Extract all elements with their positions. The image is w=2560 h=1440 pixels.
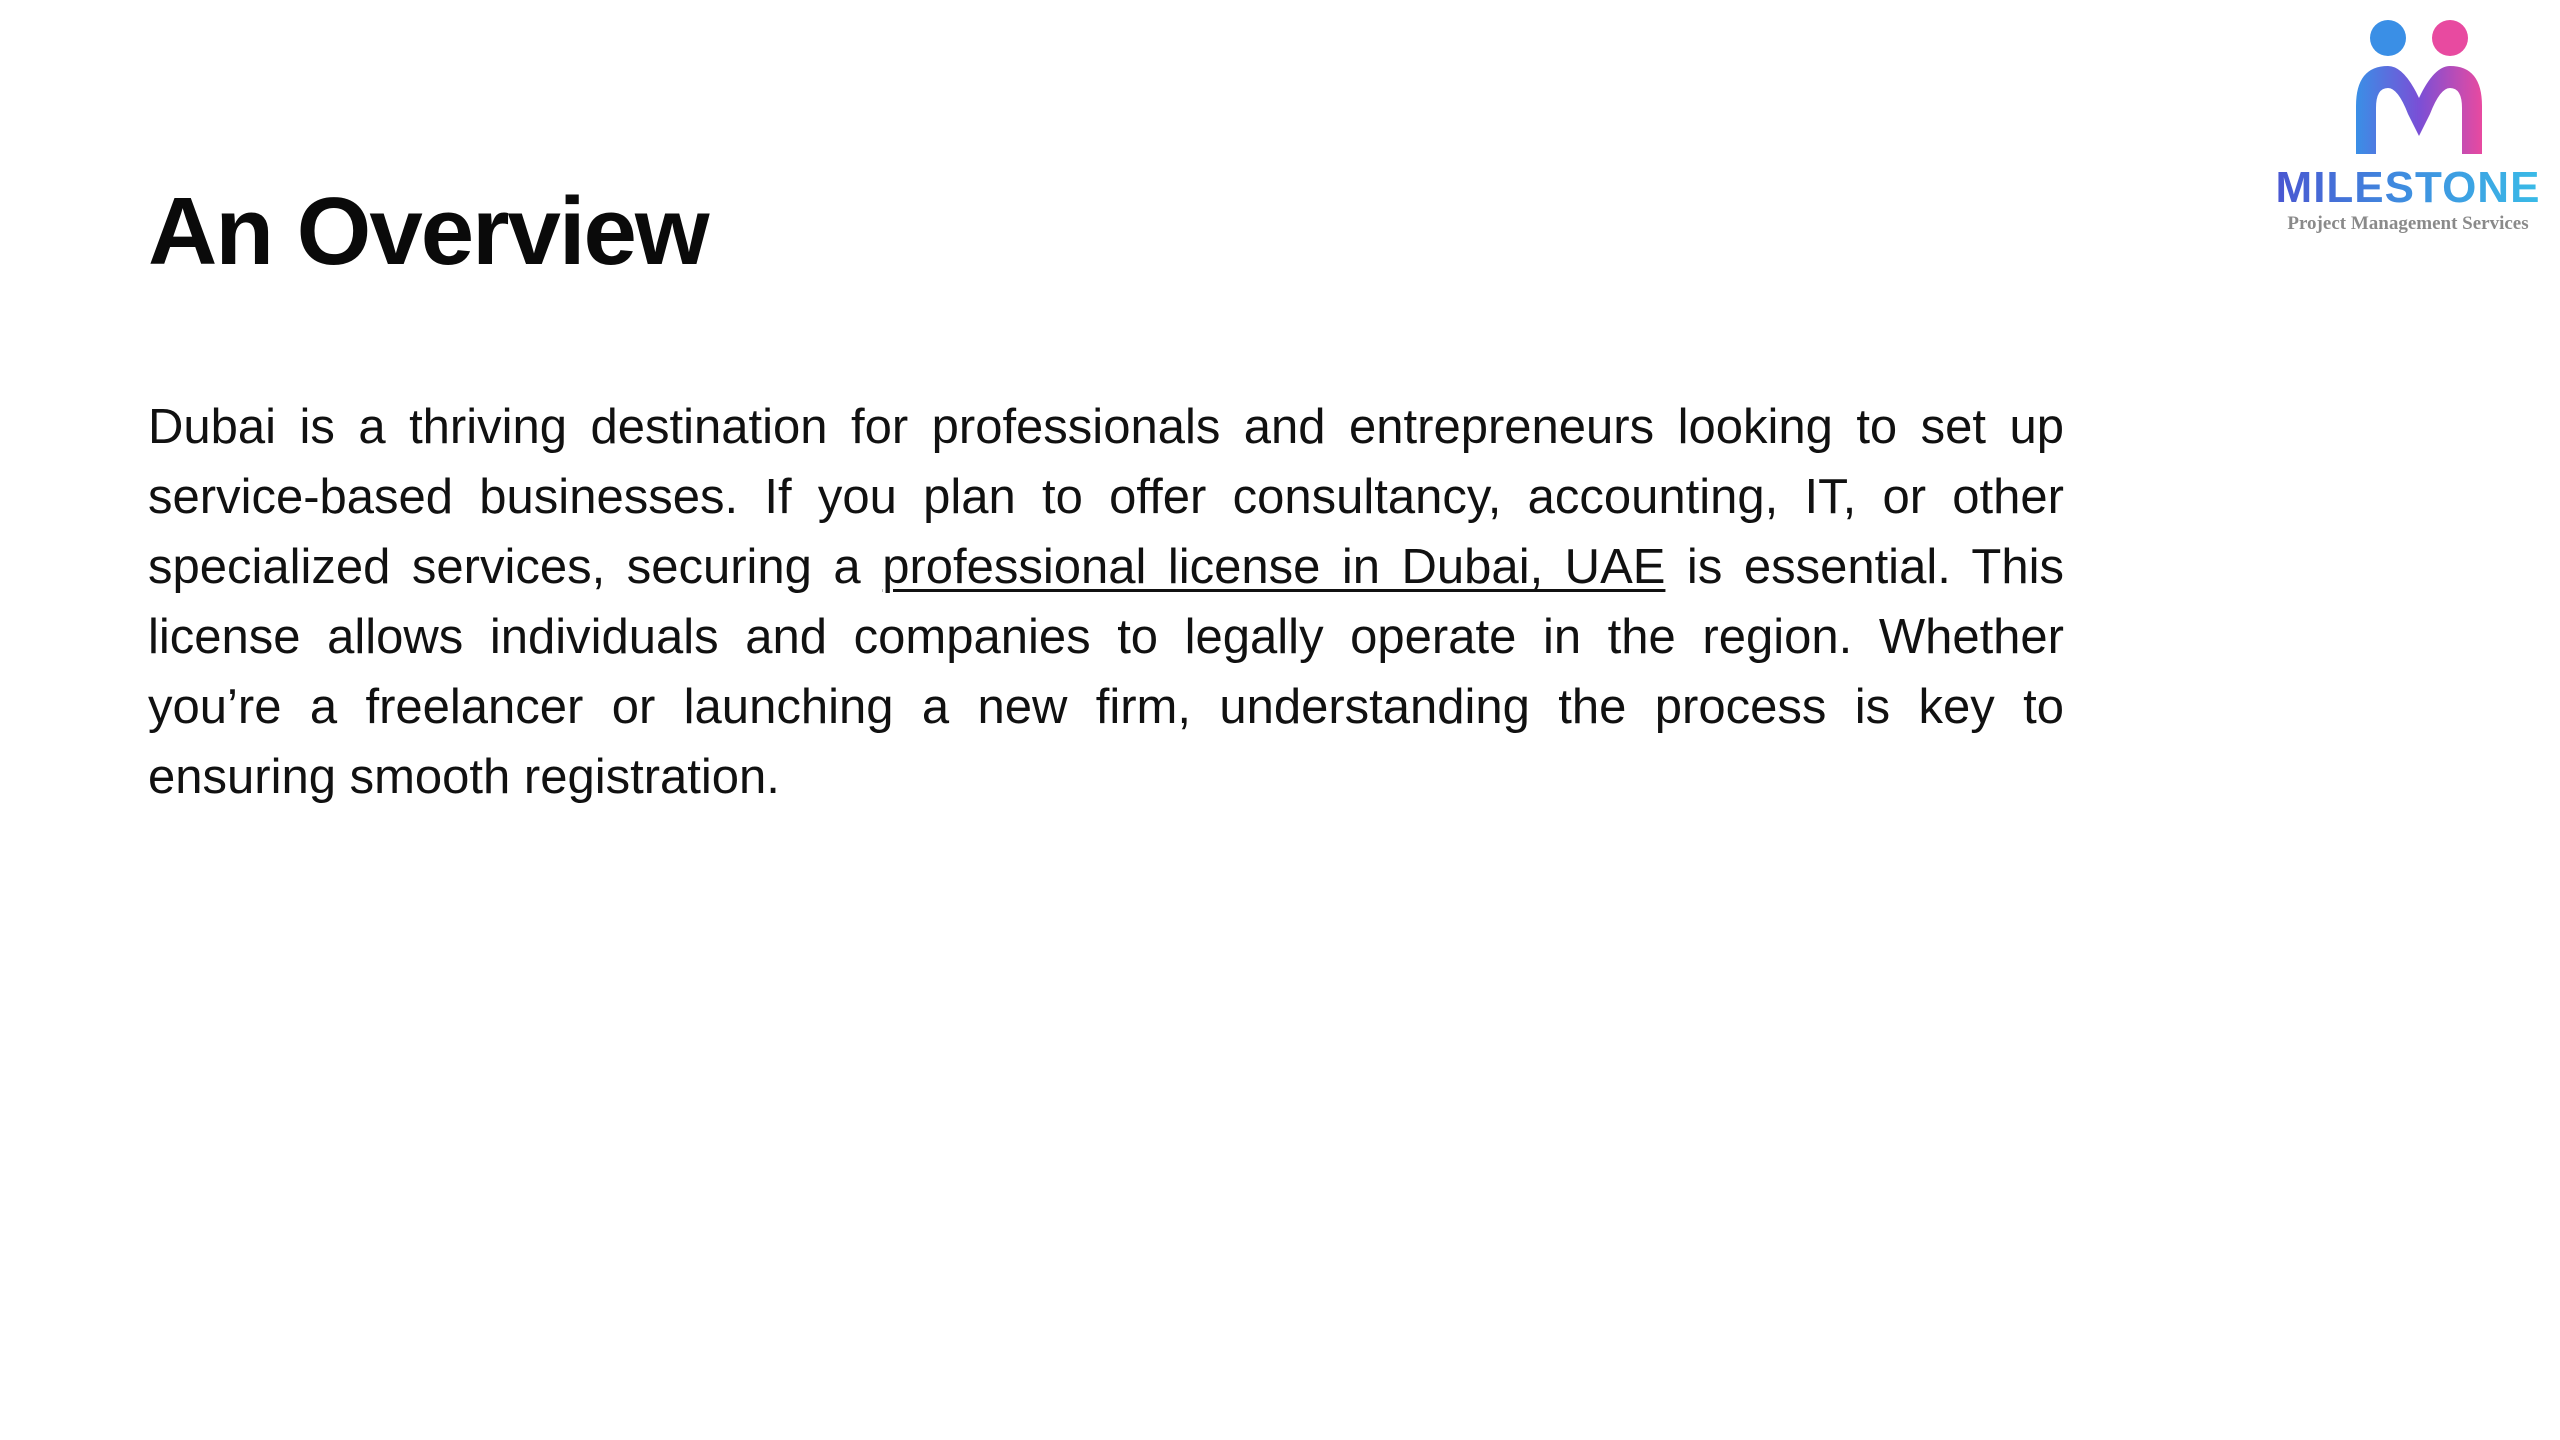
logo-person-head-right bbox=[2432, 20, 2468, 56]
professional-license-link[interactable]: professional license in Dubai, UAE bbox=[882, 540, 1666, 594]
logo-person-head-left bbox=[2370, 20, 2406, 56]
paragraph-text-before-link: Dubai is a thriving destination for professionals and entrepreneurs looking to set up service-based businesses. If you plan to offer consultancy, accounting, IT, or other specialized services, securing a bbox=[148, 400, 2064, 594]
slide-title: An Overview bbox=[148, 178, 708, 285]
milestone-logo bbox=[2258, 16, 2558, 246]
logo-wordmark: MILESTONE bbox=[2258, 164, 2558, 212]
paragraph-text-after-link: is essential. This license allows individuals and companies to legally operate in the region. Whether you’re a freelancer or launching a new firm, understanding the process is key to ensuring smooth registration. bbox=[148, 540, 2064, 804]
logo-m-shape bbox=[2356, 66, 2482, 154]
logo-tagline: Project Management Services bbox=[2287, 213, 2529, 234]
milestone-logo-icon bbox=[2338, 16, 2498, 166]
overview-paragraph bbox=[148, 392, 2064, 812]
